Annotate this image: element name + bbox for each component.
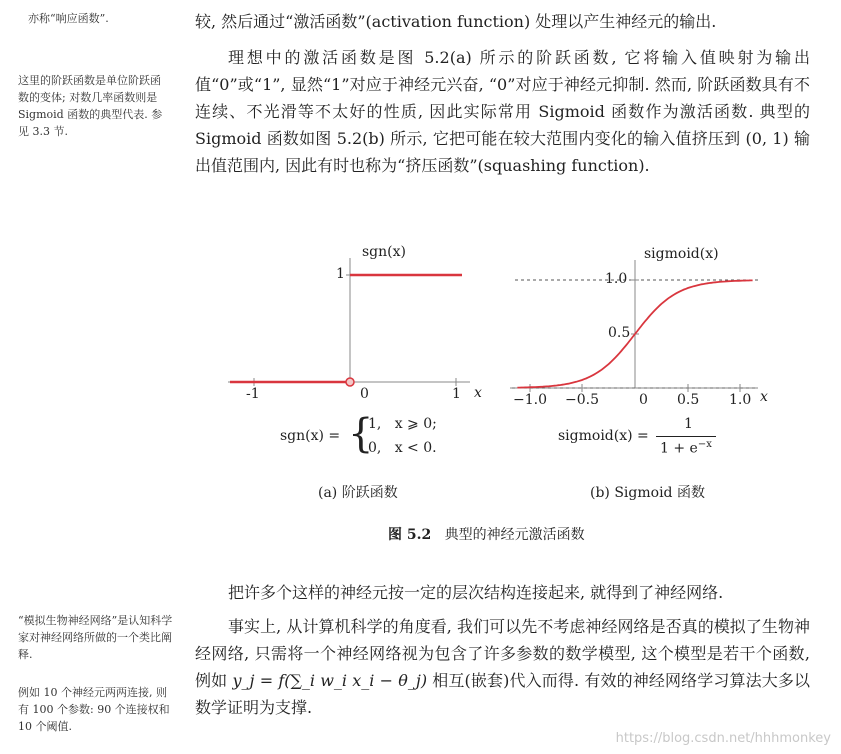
- paragraph-1: 较, 然后通过“激活函数”(activation function) 处理以产生神经元的输出.: [195, 12, 717, 31]
- left-xtick-neg1: -1: [246, 386, 260, 402]
- left-xtick-0: 0: [360, 386, 369, 402]
- right-ylabel: sigmoid(x): [644, 246, 719, 262]
- left-ylabel: sgn(x): [362, 244, 406, 260]
- sigmoid-formula-num: 1: [684, 416, 693, 432]
- figure-caption-label: 图 5.2: [388, 527, 432, 543]
- sidenote-activation: 亦称“响应函数”.: [28, 12, 109, 25]
- paragraph-4: [195, 613, 810, 721]
- left-xlabel: x: [474, 385, 482, 401]
- right-xtick-05: 0.5: [677, 392, 700, 408]
- right-xtick-1: 1.0: [729, 392, 752, 408]
- sigmoid-formula-den: [660, 439, 712, 457]
- sigmoid-plot: [510, 260, 760, 392]
- right-xtick-neg05: −0.5: [565, 392, 599, 408]
- sigmoid-formula-bar: [656, 436, 716, 437]
- figure-caption: [388, 524, 585, 544]
- subcaption-b: (b) Sigmoid 函数: [590, 485, 705, 501]
- sigmoid-den-base: 1 + e: [660, 440, 698, 457]
- sidenote-step-function: 这里的阶跃函数是单位阶跃函数的变体; 对数几率函数则是 Sigmoid 函数的典型代表. 参见 3.3 节.: [18, 74, 163, 138]
- right-xtick-neg1: −1.0: [513, 392, 547, 408]
- sgn-case-2: 0, x < 0.: [368, 440, 437, 456]
- paragraph-3: 把许多个这样的神经元按一定的层次结构连接起来, 就得到了神经网络.: [228, 583, 724, 602]
- left-xtick-1: 1: [452, 386, 461, 402]
- step-open-point: [346, 378, 354, 386]
- sidenote-bio-analogy: “模拟生物神经网络”是认知科学家对神经网络所做的一个类比阐释.: [18, 614, 173, 661]
- paragraph-4-text-a: 事实上, 从计算机科学的角度看, 我们可以先不考虑神经网络是否真的模拟了生物神经网络, 只需将一个神经网络视为包含了许多参数的数学模型, 这个模型是若干个函数, 例如: [195, 617, 810, 690]
- sgn-case-1: 1, x ⩾ 0;: [368, 416, 437, 432]
- step-function-plot: [228, 258, 470, 386]
- paragraph-2: 理想中的激活函数是图 5.2(a) 所示的阶跃函数, 它将输入值映射为输出值“0”或“1”, 显然“1”对应于神经元兴奋, “0”对应于神经元抑制. 然而, 阶跃函数具有不连续、不光滑等不太好的性质, 因此实际常用 Sigmoid 函数作为激活函数. 典型的 Sigmoid 函数如图 5.2(b) 所示, 它把可能在较大范围内变化的输入值挤压到 (0, 1) 输出值范围内, 因此有时也称为“挤压函数”(squashing function).: [195, 48, 810, 175]
- right-xtick-0: 0: [639, 392, 648, 408]
- sigmoid-formula-lhs: sigmoid(x) =: [558, 428, 649, 444]
- right-ytick-05: 0.5: [608, 325, 631, 341]
- watermark: https://blog.csdn.net/hhhmonkey: [615, 731, 831, 746]
- sidenote-param-example: 例如 10 个神经元两两连接, 则有 100 个参数: 90 个连接权和 10 个阈值.: [18, 686, 170, 733]
- right-ytick-1: 1.0: [605, 271, 628, 287]
- sgn-formula-brace: {: [348, 411, 374, 457]
- sgn-formula-lhs: sgn(x) =: [280, 428, 341, 444]
- left-ytick-1: 1: [336, 266, 345, 282]
- paragraph-4-formula: y_j = f(∑_i w_i x_i − θ_j): [232, 671, 428, 690]
- subcaption-a: (a) 阶跃函数: [318, 485, 398, 501]
- sigmoid-den-exp: −x: [697, 439, 712, 450]
- paragraph-4-text-b: 相互(嵌套)代入而得. 有效的神经网络学习算法大多以数学证明为支撑.: [195, 671, 810, 717]
- figure-caption-text: 典型的神经元激活函数: [444, 527, 585, 543]
- right-xlabel: x: [760, 389, 768, 405]
